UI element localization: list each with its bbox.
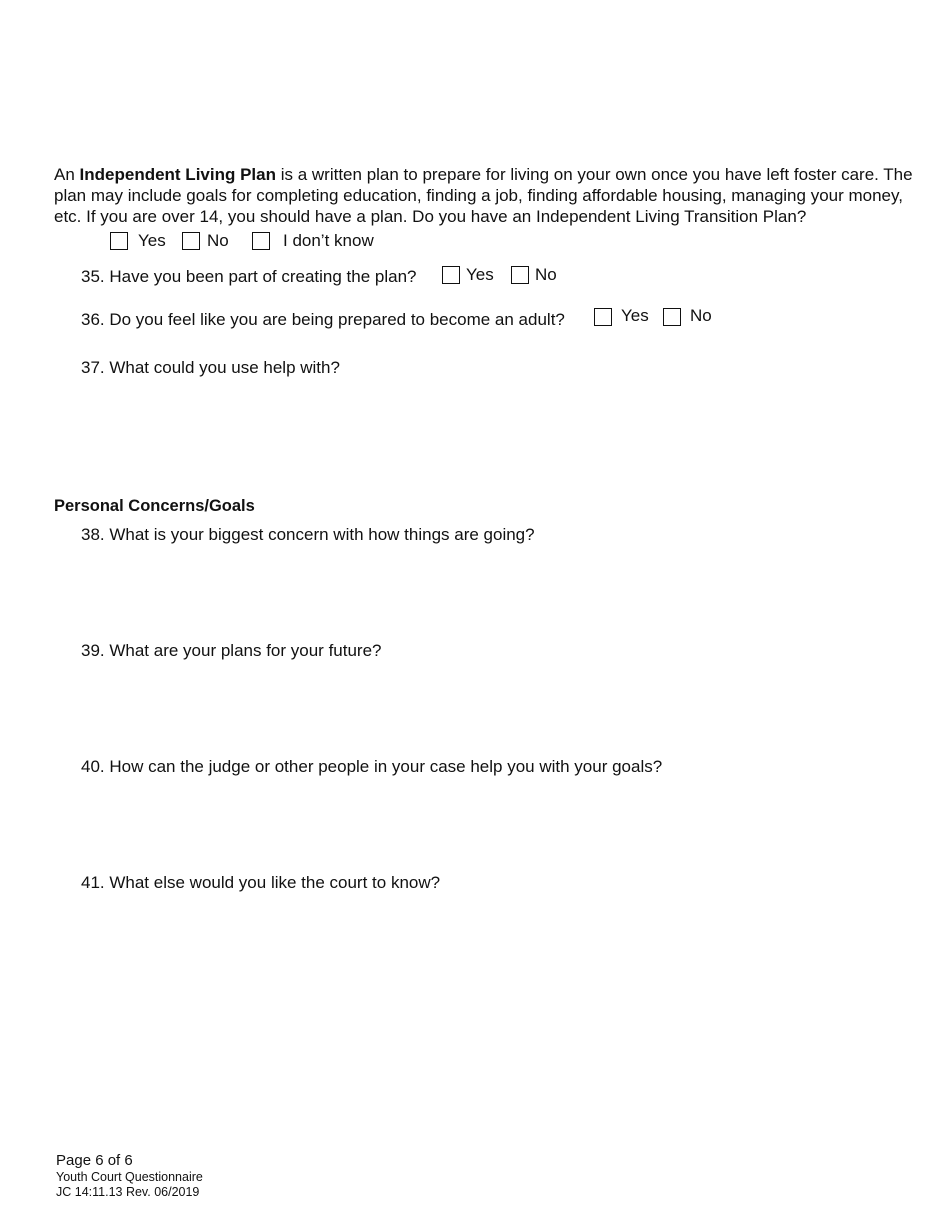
q35-yes-label: Yes — [466, 265, 494, 284]
form-title: Youth Court Questionnaire — [56, 1170, 203, 1184]
q35-yes-checkbox[interactable] — [442, 266, 460, 284]
q36-yes-label: Yes — [621, 306, 649, 325]
ilp-yes-label: Yes — [138, 231, 166, 250]
section-heading: Personal Concerns/Goals — [54, 497, 255, 515]
ilp-no-label: No — [207, 231, 229, 250]
form-code: JC 14:11.13 Rev. 06/2019 — [56, 1185, 200, 1199]
q35-no-label: No — [535, 265, 557, 284]
independent-living-plan-paragraph — [54, 164, 914, 227]
question-38: 38. What is your biggest concern with how things are going? — [81, 525, 535, 544]
page-number: Page 6 of 6 — [56, 1152, 133, 1169]
q36-no-label: No — [690, 306, 712, 325]
ilp-no-checkbox[interactable] — [182, 232, 200, 250]
ilp-dont-know-checkbox[interactable] — [252, 232, 270, 250]
question-39: 39. What are your plans for your future? — [81, 641, 382, 660]
question-41: 41. What else would you like the court to know? — [81, 873, 441, 892]
question-37: 37. What could you use help with? — [81, 358, 340, 377]
intro-prefix: An — [54, 165, 80, 184]
ilp-yes-checkbox[interactable] — [110, 232, 128, 250]
q36-yes-checkbox[interactable] — [594, 308, 612, 326]
q35-no-checkbox[interactable] — [511, 266, 529, 284]
intro-term: Independent Living Plan — [79, 165, 276, 184]
question-35: 35. Have you been part of creating the plan? — [81, 267, 417, 286]
ilp-dont-know-label: I don’t know — [283, 231, 374, 250]
question-36: 36. Do you feel like you are being prepared to become an adult? — [81, 310, 565, 329]
question-40: 40. How can the judge or other people in your case help you with your goals? — [81, 757, 663, 776]
intro-text: is a written plan to prepare for living on your own once you have left foster care. The plan may include goals for completing education, finding a job, finding affordable housing, managing your money, etc. If you are over 14, you should have a plan. Do you have an Independent Living Transition Plan? — [54, 165, 913, 226]
q36-no-checkbox[interactable] — [663, 308, 681, 326]
